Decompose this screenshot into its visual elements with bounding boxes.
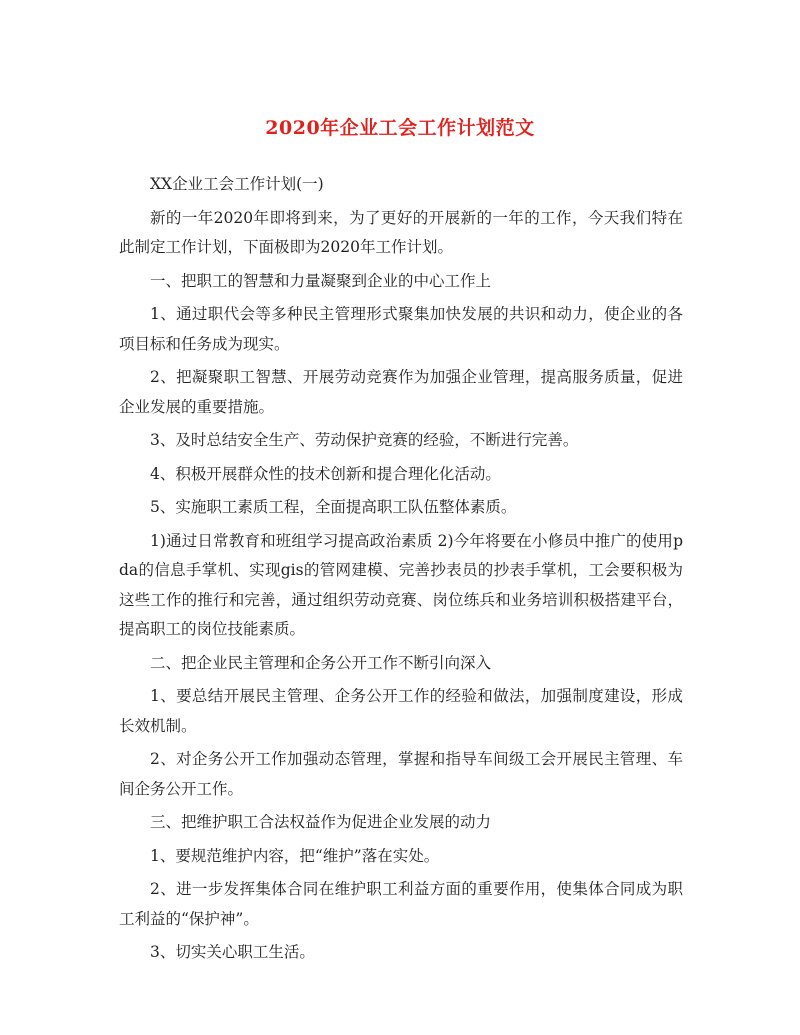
intro-paragraph: 新的一年2020年即将到来，为了更好的开展新的一年的工作，今天我们特在此制定工作计划，下面极即为2020年工作计划。 [119, 208, 683, 256]
list-item: 1、通过职代会等多种民主管理形式聚集加快发展的共识和动力，使企业的各项目标和任务成为现实。 [119, 305, 683, 353]
list-item: 2、把凝聚职工智慧、开展劳动竞赛作为加强企业管理，提高服务质量，促进企业发展的重要措施。 [119, 368, 683, 416]
list-item: 2、进一步发挥集体合同在维护职工利益方面的重要作用，使集体合同成为职工利益的“保护神”。 [119, 880, 683, 928]
list-item: 3、及时总结安全生产、劳动保护竞赛的经验，不断进行完善。 [150, 431, 579, 449]
document-title: 2020年企业工会工作计划范文 [265, 117, 535, 139]
section-heading-plan-1: XX企业工会工作计划(一) [150, 175, 324, 193]
list-item: 4、积极开展群众性的技术创新和提合理化化活动。 [150, 464, 501, 483]
list-item: 1、要规范维护内容，把“维护”落在实处。 [150, 846, 440, 865]
section-heading-2: 二、把企业民主管理和企务公开工作不断引向深入 [150, 653, 492, 672]
document-body [119, 170, 683, 968]
list-item: 1)通过日常教育和班组学习提高政治素质 2)今年将要在小修员中推广的使用pda的信息手掌机、实现gis的管网建模、完善抄表员的抄表手掌机，工会要积极为这些工作的推行和完善，通过组织劳动竞赛、岗位练兵和业务培训积极搭建平台，提高职工的岗位技能素质。 [119, 531, 683, 638]
list-item: 3、切实关心职工生活。 [150, 943, 315, 961]
list-item: 1、要总结开展民主管理、企务公开工作的经验和做法，加强制度建设，形成长效机制。 [119, 687, 683, 735]
list-item: 2、对企务公开工作加强动态管理，掌握和指导车间级工会开展民主管理、车间企务公开工作。 [119, 750, 683, 798]
section-heading-1: 一、把职工的智慧和力量凝聚到企业的中心工作上 [150, 271, 492, 290]
list-item: 5、实施职工素质工程，全面提高职工队伍整体素质。 [150, 498, 517, 516]
section-heading-3: 三、把维护职工合法权益作为促进企业发展的动力 [150, 813, 492, 831]
